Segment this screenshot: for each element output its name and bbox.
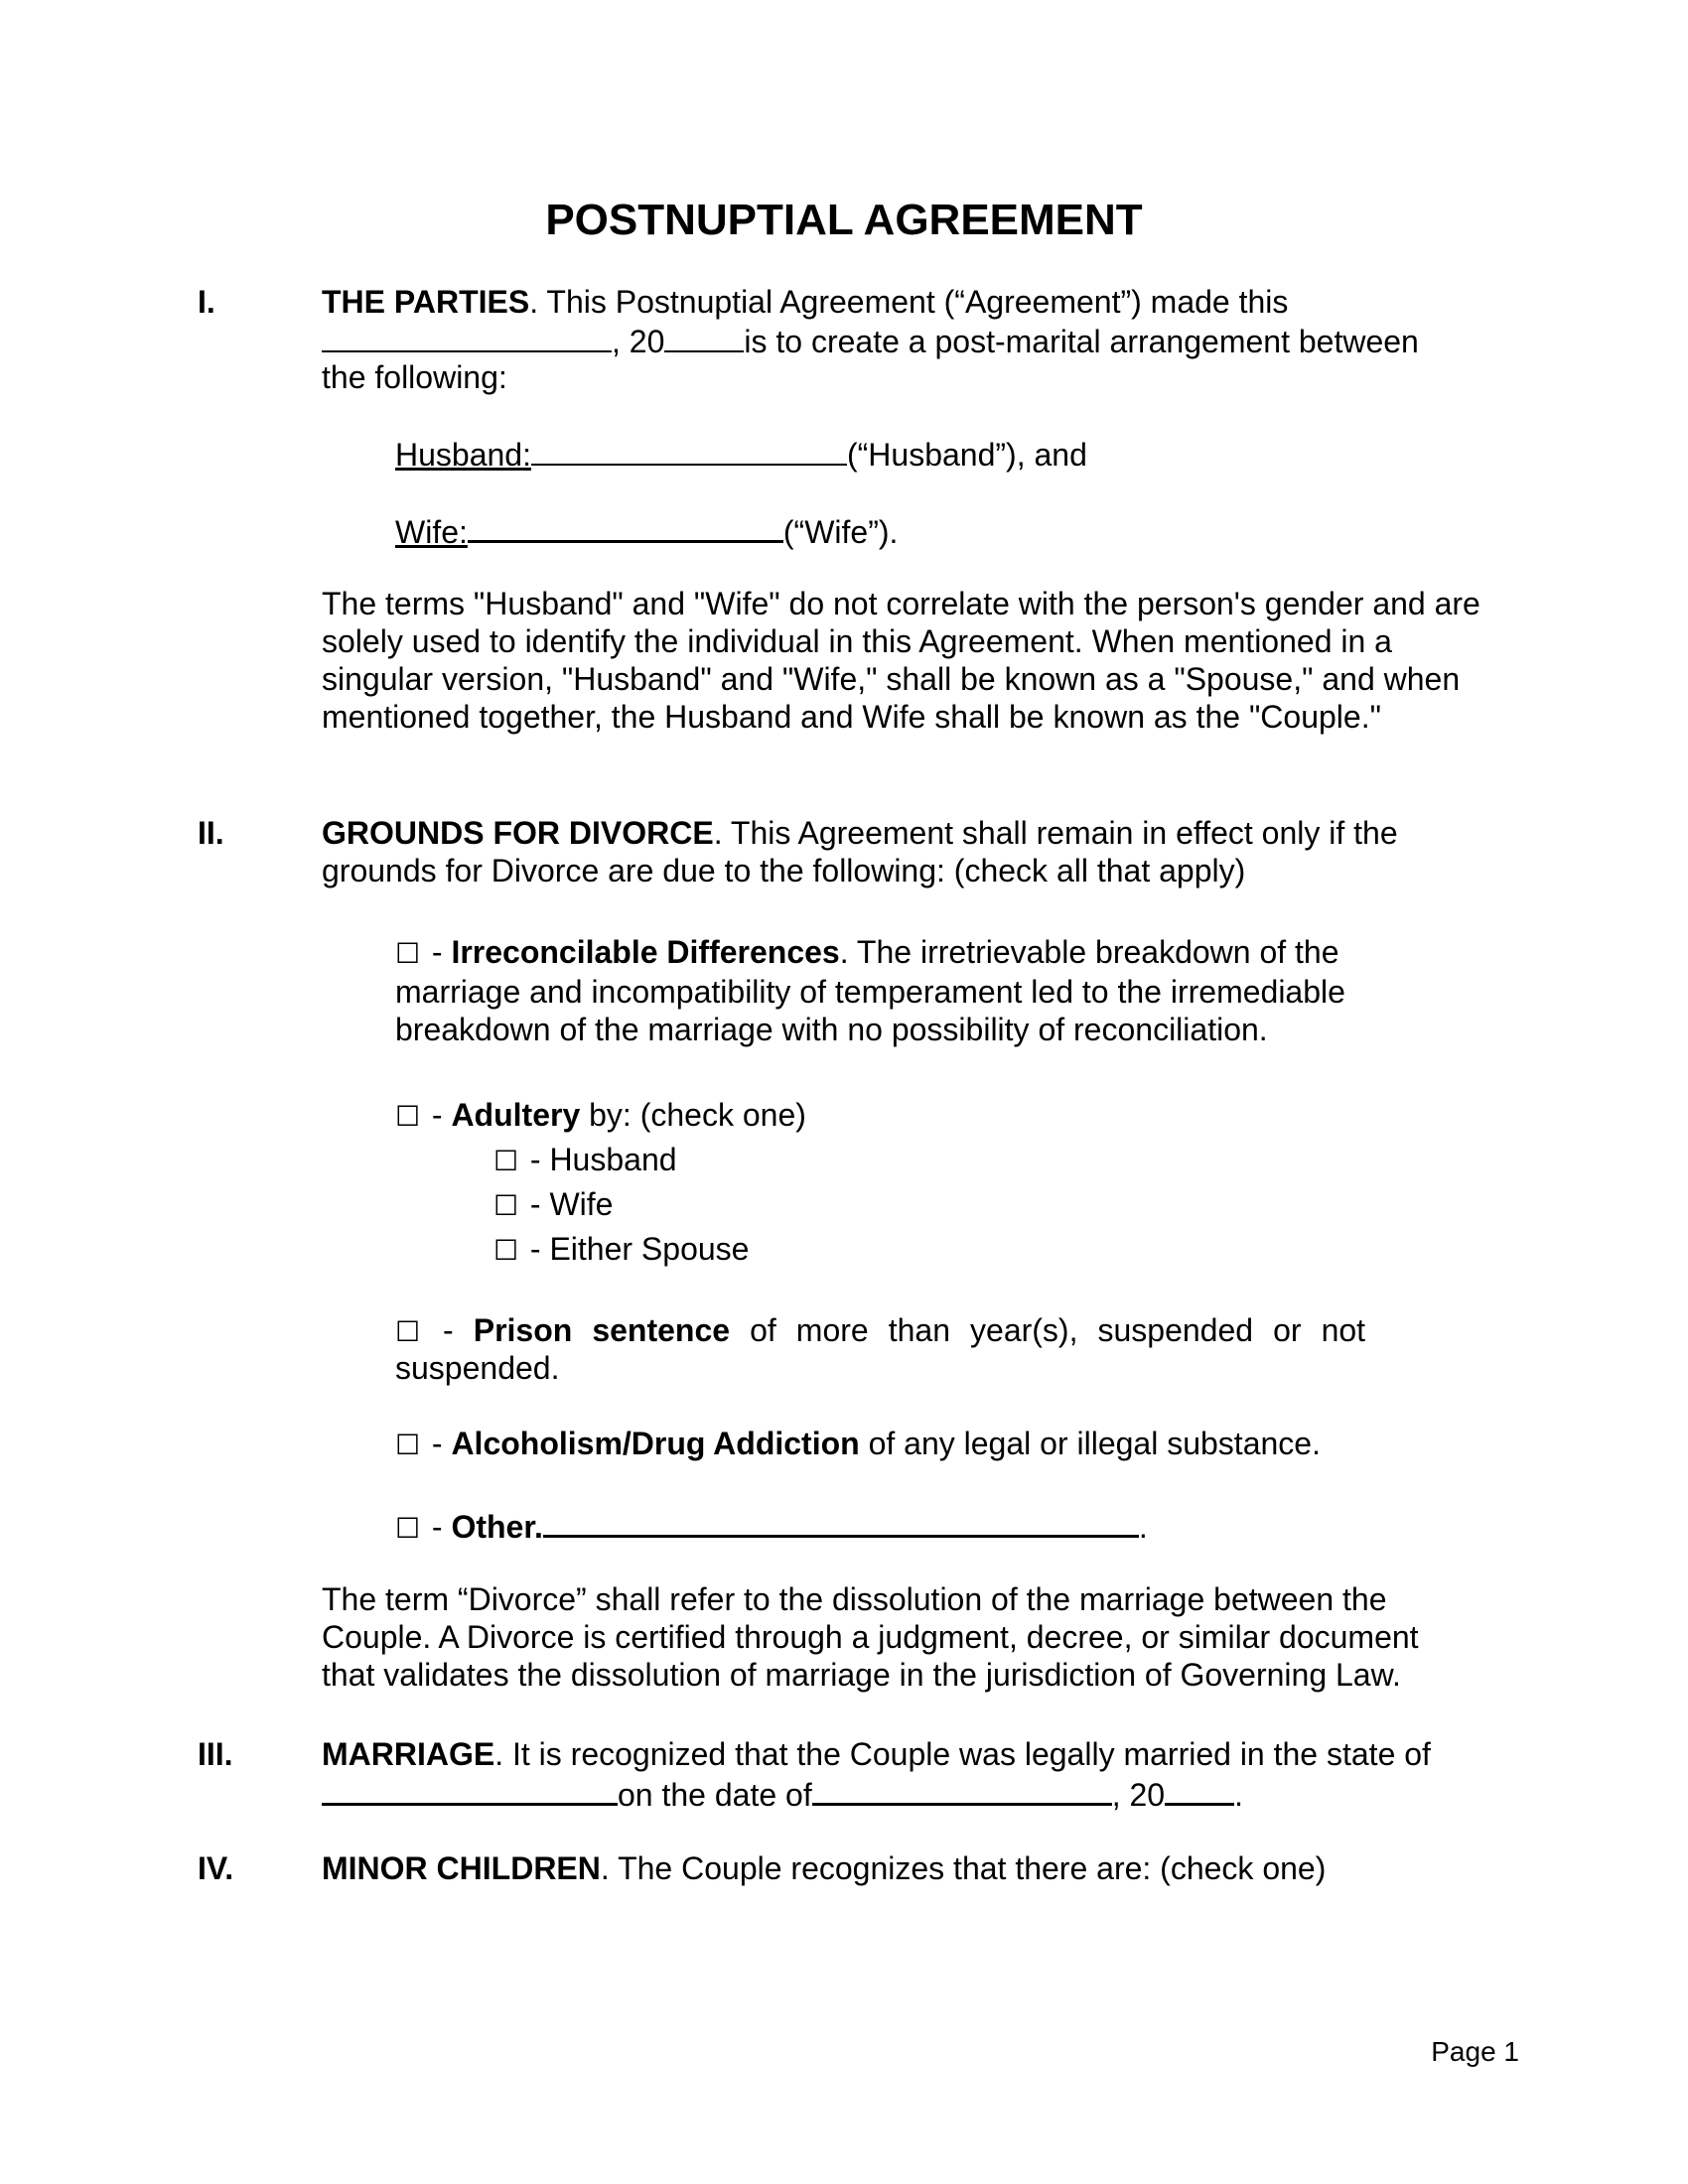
option-alcohol: ☐ - Alcoholism/Drug Addiction of any legal or illegal substance. [395,1425,1487,1464]
marriage-state-blank[interactable] [322,1773,618,1806]
wife-suffix: (“Wife”). [782,514,899,550]
husband-line: Husband: (“Husband”), and [395,434,1388,474]
wife-label: Wife [395,514,459,550]
other-checkbox[interactable]: ☐ [395,1512,421,1545]
section-2-heading: GROUNDS FOR DIVORCE [322,815,714,851]
husband-suffix: (“Husband”), and [846,437,1087,473]
wife-line: Wife: (“Wife”). [395,510,1388,551]
section-1-line-2 [322,321,1483,360]
section-4-heading: MINOR CHILDREN [322,1850,601,1886]
alcohol-label: Alcoholism/Drug Addiction [451,1426,860,1461]
prison-checkbox[interactable]: ☐ [395,1315,421,1348]
adultery-wife-checkbox[interactable]: ☐ [493,1189,519,1222]
other-label: Other [451,1509,535,1545]
adultery-husband-checkbox[interactable]: ☐ [493,1145,519,1177]
section-2-number: II. [198,815,224,851]
other-reason-blank[interactable] [543,1505,1139,1538]
prison-label: Prison sentence [473,1312,731,1348]
option-prison-line-1: ☐ - Prison sentence of more than year(s), suspended or not [395,1311,1365,1351]
section-3-text-d: . [1234,1777,1243,1813]
option-other: ☐ - Other. . [395,1505,1487,1548]
section-1-line-3: the following: [322,359,507,395]
section-4-number: IV. [198,1850,234,1886]
adultery-checkbox[interactable]: ☐ [395,1100,421,1133]
section-2-text: . This Agreement shall remain in effect only if the grounds for Divorce are due to the following: (check all that apply) [322,815,1398,888]
alcohol-checkbox[interactable]: ☐ [395,1429,421,1461]
section-4-line [322,1849,1483,1887]
section-3-text-b: on the date of [618,1777,812,1813]
terms-paragraph: The terms "Husband" and "Wife" do not correlate with the person's gender and are solely used to identify the individual in this Agreement. When mentioned in a singular version, "Husband" and "Wife," shall be known as a "Spouse," and when mentioned together, the Husband and Wife shall be known as the "Couple." [322,586,1480,735]
section-1-heading: THE PARTIES [322,284,530,320]
section-1-text-a: . This Postnuptial Agreement (“Agreement”) made this [529,284,1289,320]
document-title: POSTNUPTIAL AGREEMENT [545,196,1143,244]
page-number: Page 1 [1431,2036,1519,2067]
irreconcilable-label: Irreconcilable Differences [451,934,840,970]
agreement-year-blank[interactable] [664,321,744,352]
adultery-option-either: ☐ - Either Spouse [493,1230,1387,1270]
section-3-line-1 [322,1735,1513,1773]
alcohol-text: of any legal or illegal substance. [859,1426,1321,1461]
section-4-text: . The Couple recognizes that there are: (check one) [600,1850,1327,1886]
irreconcilable-checkbox[interactable]: ☐ [395,937,421,970]
section-3-text-c: , 20 [1111,1777,1166,1813]
section-3-text-a: . It is recognized that the Couple was legally married in the state of [494,1736,1431,1772]
wife-name-blank[interactable] [468,510,783,543]
section-2-intro [322,814,1444,889]
section-3-heading: MARRIAGE [322,1736,495,1772]
husband-name-blank[interactable] [531,434,847,466]
option-irreconcilable: ☐ - Irreconcilable Differences. The irretrievable breakdown of the marriage and incompatibility of temperament led to the irremediable breakdown of the marriage with no possibility of reconciliation. [395,934,1345,1047]
section-3-line-2 [322,1773,1483,1814]
section-3-number: III. [198,1736,233,1772]
section-1-line-1 [322,283,1483,321]
adultery-option-wife: ☐ - Wife [493,1185,1387,1225]
divorce-definition-paragraph: The term “Divorce” shall refer to the dissolution of the marriage between the Couple. A Divorce is certified through a judgment, decree, or similar document that validates the dissolution of marriage in the jurisdiction of Governing Law. [322,1581,1419,1693]
section-1-text-b: , 20 [612,324,665,359]
section-1-number: I. [198,284,215,320]
option-adultery: ☐ - Adultery by: (check one) [395,1096,1388,1136]
prison-text: of more than year(s), suspended or not [750,1312,1366,1348]
agreement-day-blank[interactable] [322,321,612,352]
adultery-either-checkbox[interactable]: ☐ [493,1234,519,1267]
marriage-date-blank[interactable] [812,1773,1112,1806]
section-1-text-c: is to create a post-marital arrangement between [744,324,1419,359]
adultery-option-husband: ☐ - Husband [493,1141,1387,1180]
husband-label: Husband [395,437,523,473]
irreconcilable-text: . The irretrievable breakdown of the marriage and incompatibility of temperament led to the irremediable breakdown of the marriage with no possibility of reconciliation. [395,934,1345,1047]
option-prison-line-2: suspended. [395,1350,560,1386]
marriage-year-blank[interactable] [1165,1773,1234,1806]
adultery-label: Adultery [451,1097,581,1133]
adultery-text: by: (check one) [580,1097,806,1133]
